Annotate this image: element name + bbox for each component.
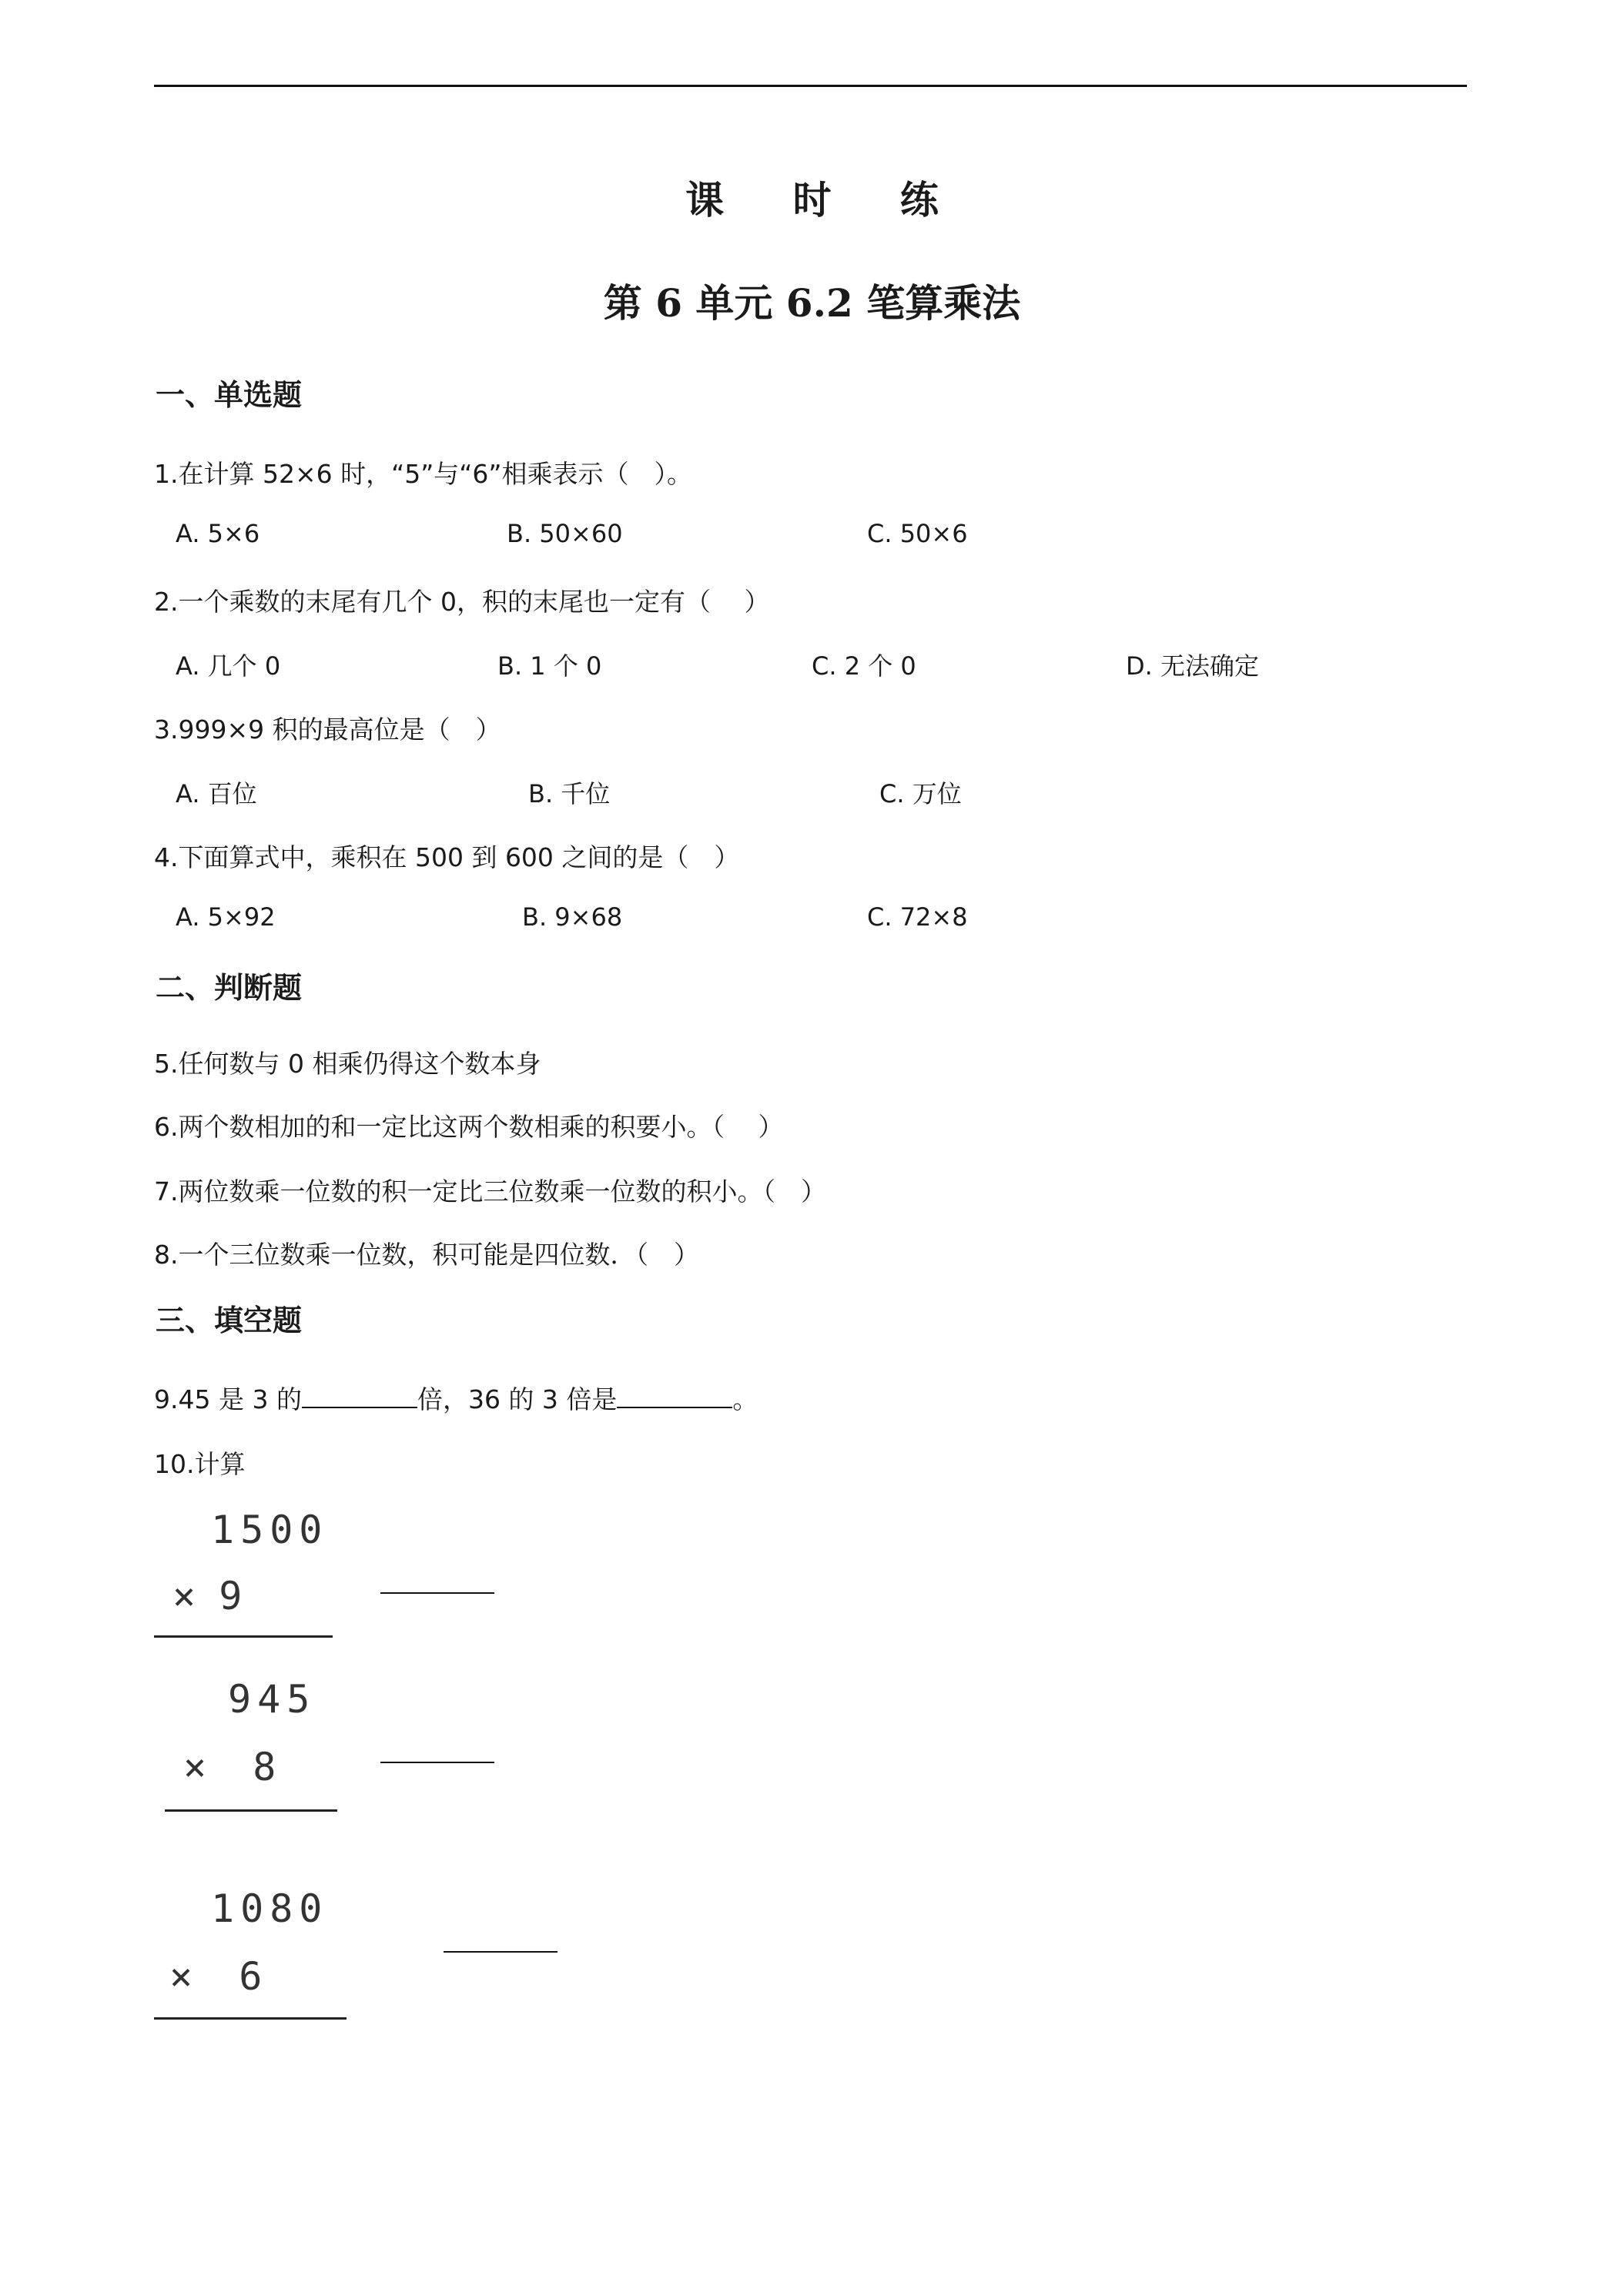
question-3-option-b: B. 千位 [528,779,611,808]
page-subtitle: 第 6 单元 6.2 笔算乘法 [603,280,1021,326]
page-title: 课 时 练 [685,177,966,223]
answer-blank-1[interactable] [302,1384,417,1408]
question-7: 7.两位数乘一位数的积一定比三位数乘一位数的积小。（ ） [154,1176,826,1207]
question-3-option-c: C. 万位 [879,779,962,808]
calc-1-rule [154,1635,333,1638]
question-9 [154,1380,758,1416]
header-rule [154,85,1467,87]
question-4-option-b: B. 9×68 [522,902,623,932]
question-9-text-1: 9.45 是 3 的 [154,1384,302,1414]
question-9-text-3: 。 [732,1384,758,1414]
answer-line-1[interactable] [380,1592,494,1594]
question-2-option-a: A. 几个 0 [176,651,281,681]
section-heading-judge: 二、判断题 [156,971,303,1005]
question-6: 6.两个数相加的和一定比这两个数相乘的积要小。（ ） [154,1112,784,1142]
answer-line-2[interactable] [380,1762,494,1763]
calc-2-bottom: × 8 [183,1745,276,1789]
question-8: 8.一个三位数乘一位数，积可能是四位数．（ ） [154,1240,699,1270]
calc-3-bottom: × 6 [169,1954,263,1999]
section-heading-fill: 三、填空题 [156,1304,303,1337]
calc-1-top: 1500 [211,1508,329,1552]
question-3: 3.999×9 积的最高位是（ ） [154,715,501,745]
question-1: 1.在计算 52×6 时，“5”与“6”相乘表示（ ）。 [154,459,692,489]
calc-2-top: 945 [228,1677,316,1722]
question-1-option-b: B. 50×60 [507,519,623,548]
section-heading-mcq: 一、单选题 [156,378,303,412]
question-2-option-c: C. 2 个 0 [812,651,916,681]
question-10: 10.计算 [154,1449,246,1479]
question-2-option-d: D. 无法确定 [1126,651,1259,681]
question-1-option-c: C. 50×6 [867,519,968,548]
question-3-option-a: A. 百位 [176,779,257,808]
question-4-option-a: A. 5×92 [176,902,276,932]
question-4: 4.下面算式中，乘积在 500 到 600 之间的是（ ） [154,842,740,872]
question-1-option-a: A. 5×6 [176,519,260,548]
calc-3-rule [154,2017,347,2020]
calc-2-rule [165,1809,337,1812]
question-2-option-b: B. 1 个 0 [497,651,602,681]
question-9-text-2: 倍，36 的 3 倍是 [417,1384,618,1414]
answer-line-3[interactable] [444,1951,558,1953]
calc-1-bottom: × 9 [172,1574,243,1618]
question-5: 5.任何数与 0 相乘仍得这个数本身 [154,1049,541,1079]
calc-3-top: 1080 [211,1886,329,1931]
question-2: 2.一个乘数的末尾有几个 0，积的末尾也一定有（ ） [154,587,770,617]
question-4-option-c: C. 72×8 [867,902,968,932]
answer-blank-2[interactable] [617,1384,732,1408]
